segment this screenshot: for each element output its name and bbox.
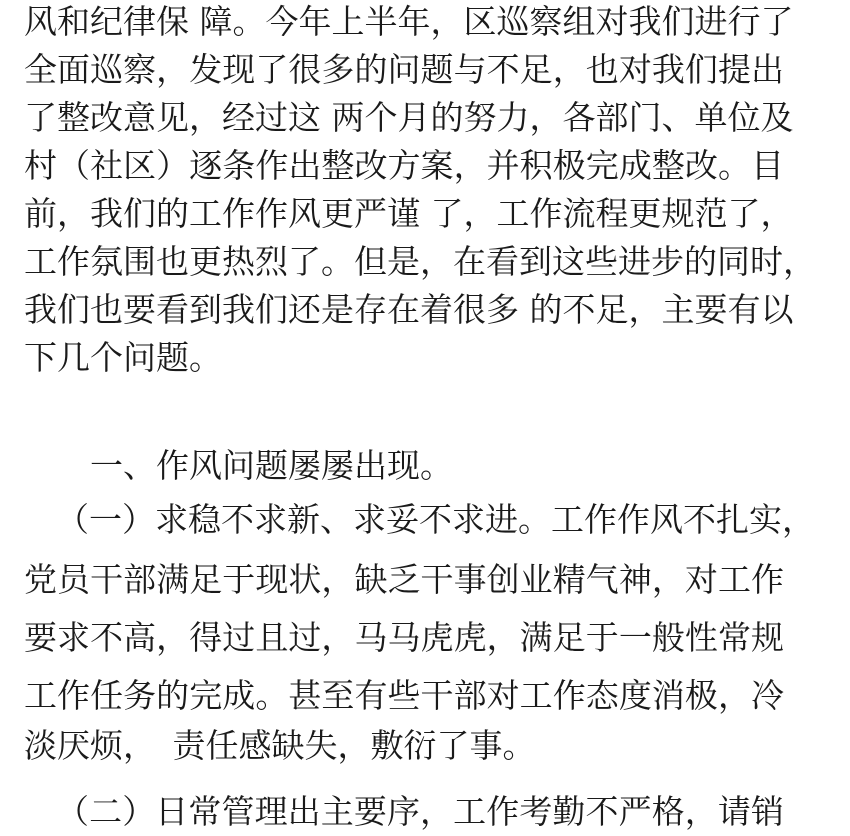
text-line: 淡厌烦， 责任感缺失，敷衍了事。 bbox=[24, 726, 536, 765]
subsection-heading-line: （二）日常管理出主要序，工作考勤不严格，请销 bbox=[56, 792, 784, 831]
text-line: 要求不高，得过且过，马马虎虎，满足于一般性常规 bbox=[24, 618, 784, 657]
text-line: 全面巡察，发现了很多的问题与不足，也对我们提出 bbox=[24, 50, 784, 89]
text-line: 了整改意见，经过这 两个月的努力，各部门、单位及 bbox=[24, 98, 794, 137]
text-line: 村（社区）逐条作出整改方案，并积极完成整改。目 bbox=[24, 146, 784, 185]
text-line: 风和纪律保 障。今年上半年，区巡察组对我们进行了 bbox=[24, 2, 794, 41]
subsection-heading-line: （一）求稳不求新、求妥不求进。工作作风不扎实， bbox=[56, 500, 815, 539]
text-line: 工作氛围也更热烈了。但是，在看到这些进步的同时， bbox=[24, 242, 816, 281]
section-heading: 一、作风问题屡屡出现。 bbox=[90, 446, 453, 485]
text-line: 我们也要看到我们还是存在着很多 的不足，主要有以 bbox=[24, 290, 794, 329]
text-line: 工作任务的完成。甚至有些干部对工作态度消极，冷 bbox=[24, 676, 784, 715]
text-line: 党员干部满足于现状，缺乏干事创业精气神，对工作 bbox=[24, 560, 784, 599]
text-line: 下几个问题。 bbox=[24, 338, 222, 377]
text-line: 前，我们的工作作风更严谨 了，工作流程更规范了， bbox=[24, 194, 794, 233]
